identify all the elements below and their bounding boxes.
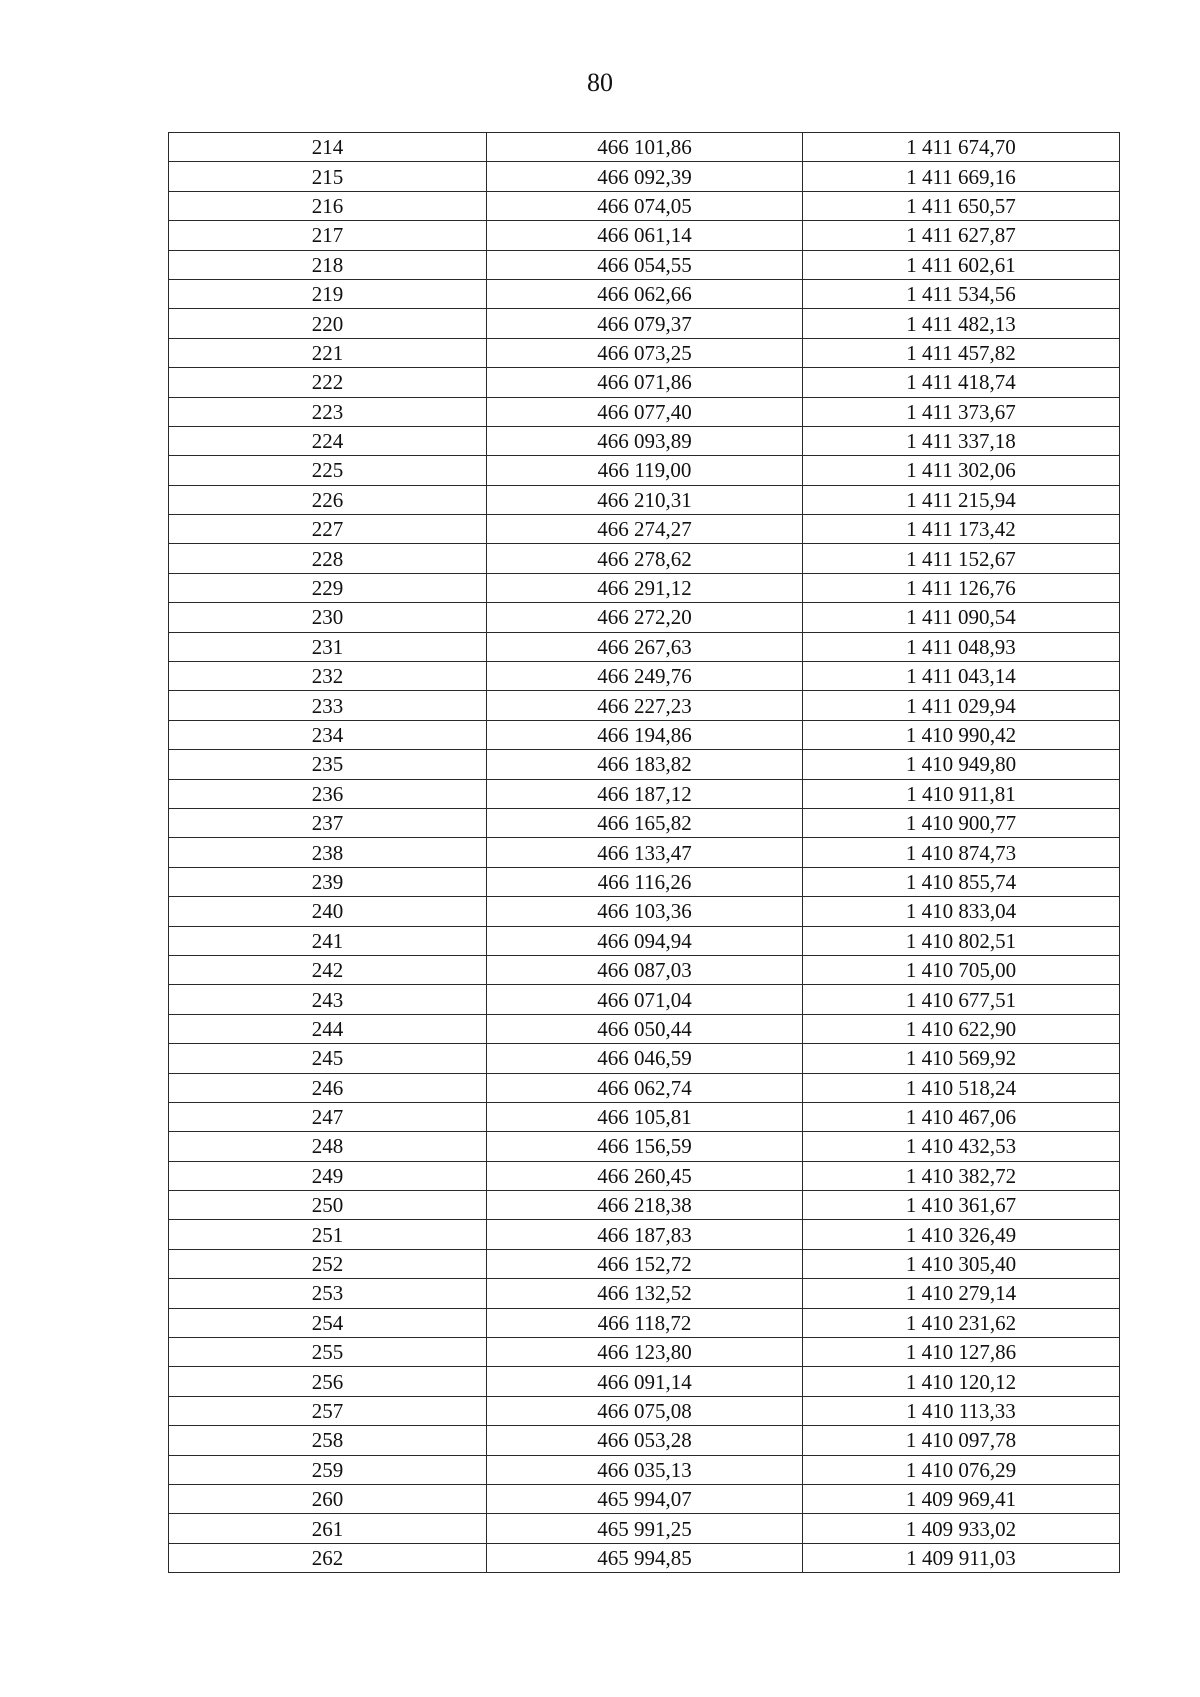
table-row: [169, 191, 1120, 220]
point-number-cell: 218: [169, 250, 487, 279]
point-number-cell: 226: [169, 485, 487, 514]
table-row: [169, 1279, 1120, 1308]
x-coordinate-cell: 466 118,72: [487, 1308, 803, 1337]
point-number-cell: 261: [169, 1514, 487, 1543]
y-coordinate-cell: 1 410 076,29: [803, 1455, 1120, 1484]
point-number-cell: 249: [169, 1161, 487, 1190]
point-number-cell: 225: [169, 456, 487, 485]
table-row: [169, 1191, 1120, 1220]
table-row: [169, 456, 1120, 485]
y-coordinate-cell: 1 410 120,12: [803, 1367, 1120, 1396]
y-coordinate-cell: 1 411 173,42: [803, 515, 1120, 544]
table-row: [169, 1396, 1120, 1425]
y-coordinate-cell: 1 410 990,42: [803, 720, 1120, 749]
table-row: [169, 1014, 1120, 1043]
point-number-cell: 215: [169, 162, 487, 191]
point-number-cell: 214: [169, 133, 487, 162]
y-coordinate-cell: 1 410 361,67: [803, 1191, 1120, 1220]
y-coordinate-cell: 1 411 627,87: [803, 221, 1120, 250]
point-number-cell: 217: [169, 221, 487, 250]
table-row: [169, 1514, 1120, 1543]
point-number-cell: 216: [169, 191, 487, 220]
x-coordinate-cell: 466 035,13: [487, 1455, 803, 1484]
table-row: [169, 515, 1120, 544]
y-coordinate-cell: 1 410 569,92: [803, 1044, 1120, 1073]
table-row: [169, 985, 1120, 1014]
table-row: [169, 1426, 1120, 1455]
y-coordinate-cell: 1 410 231,62: [803, 1308, 1120, 1337]
point-number-cell: 251: [169, 1220, 487, 1249]
point-number-cell: 222: [169, 368, 487, 397]
table-row: [169, 1102, 1120, 1131]
x-coordinate-cell: 466 050,44: [487, 1014, 803, 1043]
table-row: [169, 1367, 1120, 1396]
table-row: [169, 808, 1120, 837]
x-coordinate-cell: 466 278,62: [487, 544, 803, 573]
x-coordinate-cell: 466 152,72: [487, 1249, 803, 1278]
y-coordinate-cell: 1 410 382,72: [803, 1161, 1120, 1190]
point-number-cell: 223: [169, 397, 487, 426]
x-coordinate-cell: 466 101,86: [487, 133, 803, 162]
point-number-cell: 258: [169, 1426, 487, 1455]
table-row: [169, 309, 1120, 338]
table-row: [169, 897, 1120, 926]
y-coordinate-cell: 1 411 043,14: [803, 662, 1120, 691]
y-coordinate-cell: 1 411 457,82: [803, 338, 1120, 367]
y-coordinate-cell: 1 411 152,67: [803, 544, 1120, 573]
x-coordinate-cell: 466 092,39: [487, 162, 803, 191]
x-coordinate-cell: 466 116,26: [487, 867, 803, 896]
point-number-cell: 228: [169, 544, 487, 573]
y-coordinate-cell: 1 410 911,81: [803, 779, 1120, 808]
page-number: 80: [587, 68, 613, 97]
y-coordinate-cell: 1 410 833,04: [803, 897, 1120, 926]
table-row: [169, 1132, 1120, 1161]
x-coordinate-cell: 465 991,25: [487, 1514, 803, 1543]
y-coordinate-cell: 1 411 126,76: [803, 573, 1120, 602]
point-number-cell: 246: [169, 1073, 487, 1102]
y-coordinate-cell: 1 411 215,94: [803, 485, 1120, 514]
coordinates-table: [168, 132, 1120, 1573]
table-row: [169, 1455, 1120, 1484]
y-coordinate-cell: 1 409 911,03: [803, 1543, 1120, 1572]
x-coordinate-cell: 465 994,07: [487, 1484, 803, 1513]
table-row: [169, 926, 1120, 955]
y-coordinate-cell: 1 410 127,86: [803, 1338, 1120, 1367]
point-number-cell: 221: [169, 338, 487, 367]
point-number-cell: 219: [169, 279, 487, 308]
y-coordinate-cell: 1 409 969,41: [803, 1484, 1120, 1513]
x-coordinate-cell: 466 156,59: [487, 1132, 803, 1161]
point-number-cell: 248: [169, 1132, 487, 1161]
x-coordinate-cell: 466 073,25: [487, 338, 803, 367]
point-number-cell: 230: [169, 603, 487, 632]
x-coordinate-cell: 466 187,83: [487, 1220, 803, 1249]
table-row: [169, 573, 1120, 602]
point-number-cell: 242: [169, 955, 487, 984]
y-coordinate-cell: 1 410 622,90: [803, 1014, 1120, 1043]
x-coordinate-cell: 466 267,63: [487, 632, 803, 661]
y-coordinate-cell: 1 411 669,16: [803, 162, 1120, 191]
x-coordinate-cell: 466 103,36: [487, 897, 803, 926]
table-row: [169, 1249, 1120, 1278]
table-row: [169, 1161, 1120, 1190]
table-row: [169, 221, 1120, 250]
y-coordinate-cell: 1 410 705,00: [803, 955, 1120, 984]
x-coordinate-cell: 466 075,08: [487, 1396, 803, 1425]
table-row: [169, 368, 1120, 397]
x-coordinate-cell: 466 274,27: [487, 515, 803, 544]
y-coordinate-cell: 1 411 602,61: [803, 250, 1120, 279]
point-number-cell: 256: [169, 1367, 487, 1396]
table-row: [169, 397, 1120, 426]
point-number-cell: 224: [169, 426, 487, 455]
table-row: [169, 955, 1120, 984]
point-number-cell: 240: [169, 897, 487, 926]
point-number-cell: 252: [169, 1249, 487, 1278]
y-coordinate-cell: 1 410 949,80: [803, 750, 1120, 779]
point-number-cell: 239: [169, 867, 487, 896]
x-coordinate-cell: 466 062,74: [487, 1073, 803, 1102]
point-number-cell: 247: [169, 1102, 487, 1131]
point-number-cell: 243: [169, 985, 487, 1014]
y-coordinate-cell: 1 410 326,49: [803, 1220, 1120, 1249]
y-coordinate-cell: 1 410 677,51: [803, 985, 1120, 1014]
y-coordinate-cell: 1 410 305,40: [803, 1249, 1120, 1278]
y-coordinate-cell: 1 410 279,14: [803, 1279, 1120, 1308]
point-number-cell: 227: [169, 515, 487, 544]
y-coordinate-cell: 1 410 432,53: [803, 1132, 1120, 1161]
table-row: [169, 691, 1120, 720]
table-row: [169, 867, 1120, 896]
x-coordinate-cell: 466 183,82: [487, 750, 803, 779]
x-coordinate-cell: 466 165,82: [487, 808, 803, 837]
y-coordinate-cell: 1 410 518,24: [803, 1073, 1120, 1102]
table-row: [169, 720, 1120, 749]
point-number-cell: 229: [169, 573, 487, 602]
x-coordinate-cell: 466 105,81: [487, 1102, 803, 1131]
x-coordinate-cell: 466 187,12: [487, 779, 803, 808]
point-number-cell: 262: [169, 1543, 487, 1572]
table-row: [169, 1484, 1120, 1513]
x-coordinate-cell: 466 054,55: [487, 250, 803, 279]
x-coordinate-cell: 466 249,76: [487, 662, 803, 691]
table-row: [169, 1308, 1120, 1337]
x-coordinate-cell: 466 062,66: [487, 279, 803, 308]
x-coordinate-cell: 466 291,12: [487, 573, 803, 602]
y-coordinate-cell: 1 410 113,33: [803, 1396, 1120, 1425]
point-number-cell: 232: [169, 662, 487, 691]
point-number-cell: 236: [169, 779, 487, 808]
y-coordinate-cell: 1 410 874,73: [803, 838, 1120, 867]
point-number-cell: 250: [169, 1191, 487, 1220]
point-number-cell: 233: [169, 691, 487, 720]
x-coordinate-cell: 466 133,47: [487, 838, 803, 867]
x-coordinate-cell: 466 061,14: [487, 221, 803, 250]
x-coordinate-cell: 466 091,14: [487, 1367, 803, 1396]
y-coordinate-cell: 1 411 534,56: [803, 279, 1120, 308]
table-row: [169, 662, 1120, 691]
table-row: [169, 838, 1120, 867]
y-coordinate-cell: 1 411 650,57: [803, 191, 1120, 220]
point-number-cell: 237: [169, 808, 487, 837]
x-coordinate-cell: 466 123,80: [487, 1338, 803, 1367]
point-number-cell: 238: [169, 838, 487, 867]
point-number-cell: 244: [169, 1014, 487, 1043]
table-row: [169, 1543, 1120, 1572]
table-row: [169, 338, 1120, 367]
x-coordinate-cell: 466 218,38: [487, 1191, 803, 1220]
x-coordinate-cell: 466 260,45: [487, 1161, 803, 1190]
x-coordinate-cell: 465 994,85: [487, 1543, 803, 1572]
x-coordinate-cell: 466 194,86: [487, 720, 803, 749]
x-coordinate-cell: 466 071,86: [487, 368, 803, 397]
y-coordinate-cell: 1 409 933,02: [803, 1514, 1120, 1543]
x-coordinate-cell: 466 272,20: [487, 603, 803, 632]
y-coordinate-cell: 1 411 373,67: [803, 397, 1120, 426]
y-coordinate-cell: 1 410 900,77: [803, 808, 1120, 837]
point-number-cell: 235: [169, 750, 487, 779]
x-coordinate-cell: 466 093,89: [487, 426, 803, 455]
table-row: [169, 1044, 1120, 1073]
table-row: [169, 133, 1120, 162]
x-coordinate-cell: 466 094,94: [487, 926, 803, 955]
y-coordinate-cell: 1 410 467,06: [803, 1102, 1120, 1131]
table-row: [169, 1073, 1120, 1102]
table-row: [169, 426, 1120, 455]
point-number-cell: 254: [169, 1308, 487, 1337]
y-coordinate-cell: 1 411 337,18: [803, 426, 1120, 455]
x-coordinate-cell: 466 132,52: [487, 1279, 803, 1308]
table-row: [169, 544, 1120, 573]
table-row: [169, 632, 1120, 661]
x-coordinate-cell: 466 119,00: [487, 456, 803, 485]
y-coordinate-cell: 1 411 482,13: [803, 309, 1120, 338]
point-number-cell: 220: [169, 309, 487, 338]
point-number-cell: 241: [169, 926, 487, 955]
point-number-cell: 231: [169, 632, 487, 661]
point-number-cell: 257: [169, 1396, 487, 1425]
x-coordinate-cell: 466 071,04: [487, 985, 803, 1014]
point-number-cell: 259: [169, 1455, 487, 1484]
y-coordinate-cell: 1 411 090,54: [803, 603, 1120, 632]
table-row: [169, 485, 1120, 514]
x-coordinate-cell: 466 046,59: [487, 1044, 803, 1073]
x-coordinate-cell: 466 053,28: [487, 1426, 803, 1455]
y-coordinate-cell: 1 411 674,70: [803, 133, 1120, 162]
y-coordinate-cell: 1 410 855,74: [803, 867, 1120, 896]
table-row: [169, 1338, 1120, 1367]
point-number-cell: 245: [169, 1044, 487, 1073]
table-row: [169, 250, 1120, 279]
y-coordinate-cell: 1 410 097,78: [803, 1426, 1120, 1455]
x-coordinate-cell: 466 079,37: [487, 309, 803, 338]
y-coordinate-cell: 1 411 048,93: [803, 632, 1120, 661]
point-number-cell: 255: [169, 1338, 487, 1367]
y-coordinate-cell: 1 411 302,06: [803, 456, 1120, 485]
point-number-cell: 234: [169, 720, 487, 749]
table-row: [169, 279, 1120, 308]
x-coordinate-cell: 466 210,31: [487, 485, 803, 514]
table-row: [169, 779, 1120, 808]
y-coordinate-cell: 1 410 802,51: [803, 926, 1120, 955]
y-coordinate-cell: 1 411 029,94: [803, 691, 1120, 720]
table-row: [169, 750, 1120, 779]
x-coordinate-cell: 466 074,05: [487, 191, 803, 220]
x-coordinate-cell: 466 077,40: [487, 397, 803, 426]
point-number-cell: 253: [169, 1279, 487, 1308]
point-number-cell: 260: [169, 1484, 487, 1513]
x-coordinate-cell: 466 227,23: [487, 691, 803, 720]
y-coordinate-cell: 1 411 418,74: [803, 368, 1120, 397]
table-row: [169, 162, 1120, 191]
table-row: [169, 1220, 1120, 1249]
table-row: [169, 603, 1120, 632]
x-coordinate-cell: 466 087,03: [487, 955, 803, 984]
coordinates-table-body: [169, 133, 1120, 1573]
